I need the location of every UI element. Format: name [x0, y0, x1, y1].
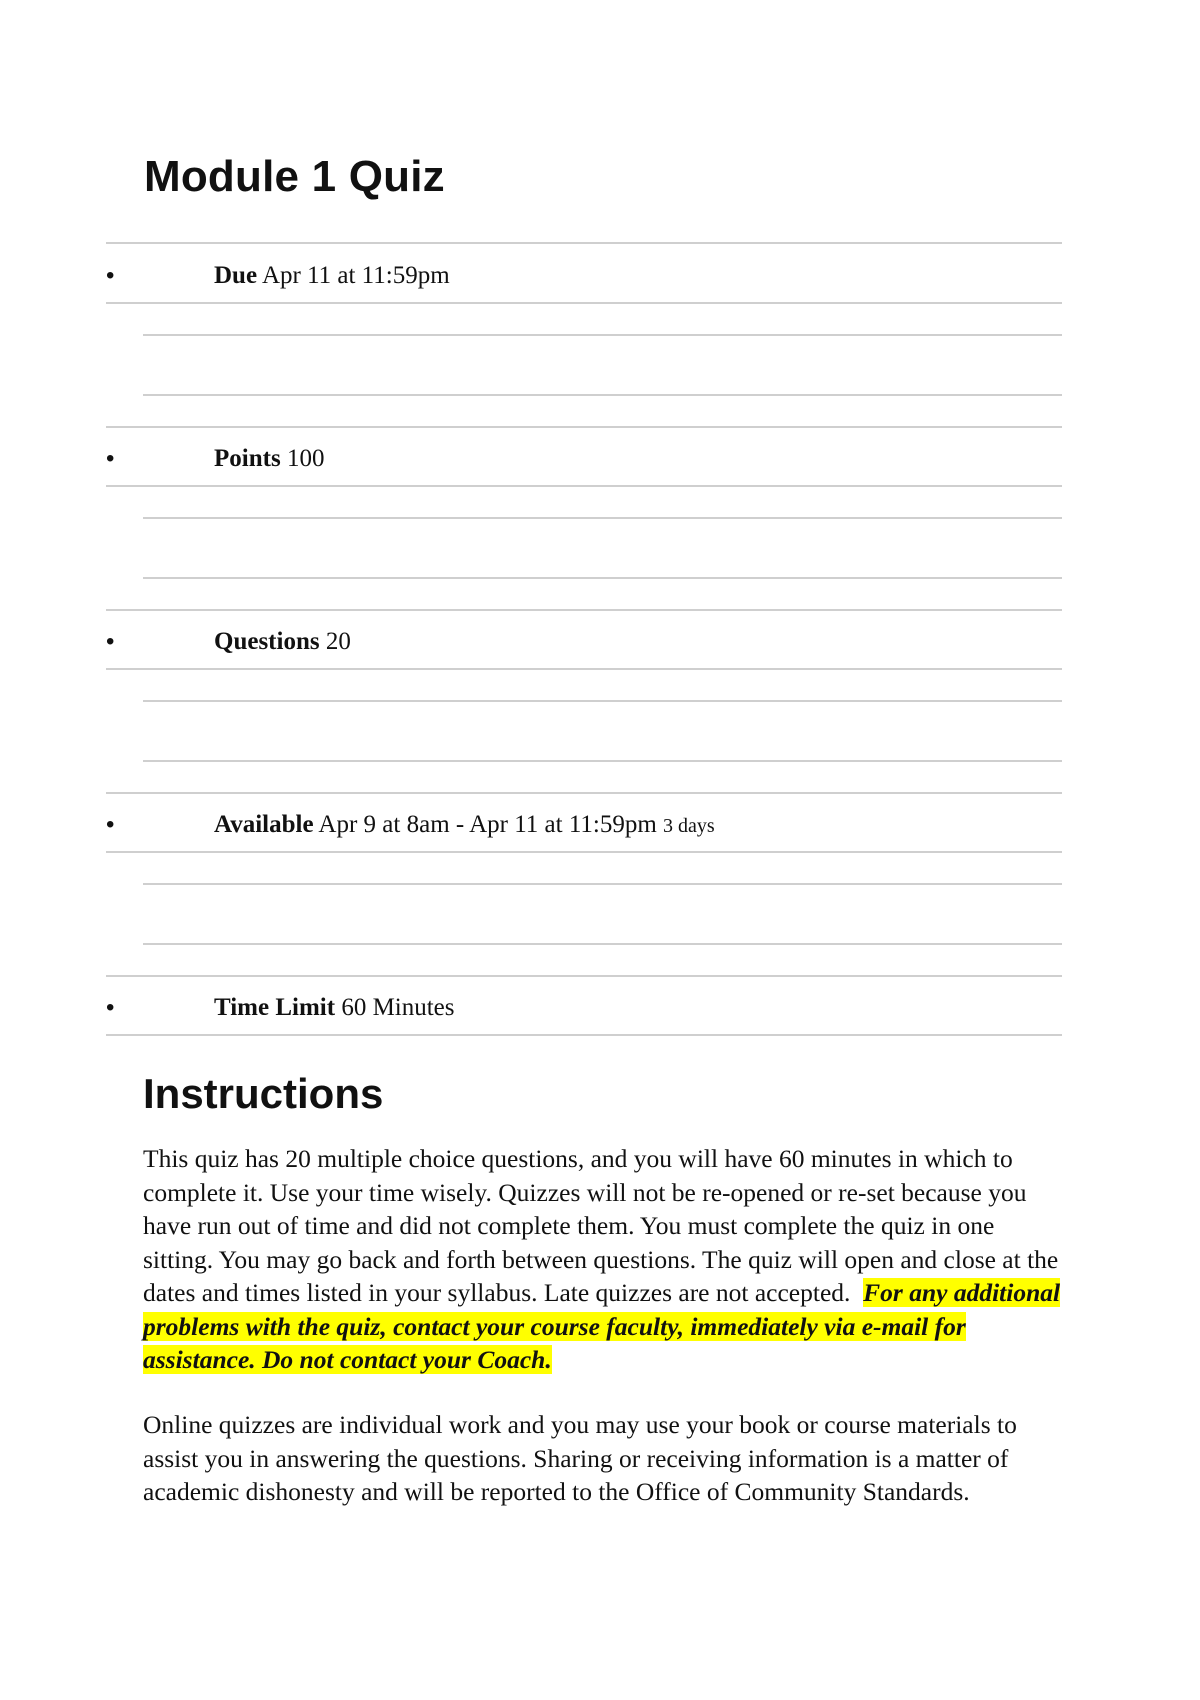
detail-row-points [106, 441, 1062, 477]
divider [143, 517, 1062, 519]
points-value: 100 [286, 445, 325, 472]
divider [143, 700, 1062, 702]
highlighted-notice: For any additional problems with the quiz, contact your course faculty, immediately via e-mail for assistance. Do not contact your Coach. [143, 1278, 1061, 1374]
divider [106, 792, 1062, 794]
divider [143, 394, 1062, 396]
available-label: Available [214, 811, 314, 838]
divider [106, 1034, 1062, 1036]
divider [143, 577, 1062, 579]
divider [106, 668, 1062, 670]
questions-label: Questions [214, 628, 320, 655]
detail-row-available [106, 807, 1062, 843]
time-limit-value: 60 Minutes [341, 994, 455, 1021]
divider [143, 883, 1062, 885]
divider [106, 485, 1062, 487]
divider [143, 943, 1062, 945]
questions-value: 20 [325, 628, 351, 655]
divider [143, 760, 1062, 762]
divider [143, 334, 1062, 336]
due-value: Apr 11 at 11:59pm [261, 262, 450, 289]
academic-integrity-paragraph: Online quizzes are individual work and you may use your book or course materials to assist you in answering the questions. Sharing or receiving information is a matter of academic dishonesty and will be reported to the Office of Community Standards. [143, 1410, 1017, 1506]
bullet: • [106, 445, 115, 472]
divider [106, 302, 1062, 304]
detail-row-questions [106, 624, 1062, 660]
instructions-heading: Instructions [143, 1070, 384, 1117]
available-value: Apr 9 at 8am - Apr 11 at 11:59pm [318, 811, 657, 838]
page-title: Module 1 Quiz [144, 152, 445, 201]
bullet: • [106, 628, 115, 655]
detail-row-time-limit [106, 990, 1062, 1026]
bullet: • [106, 262, 115, 289]
points-label: Points [214, 445, 281, 472]
time-limit-label: Time Limit [214, 994, 336, 1021]
divider [106, 426, 1062, 428]
bullet: • [106, 811, 115, 838]
divider [106, 975, 1062, 977]
instructions-text: This quiz has 20 multiple choice questions, and you will have 60 minutes in which to complete it. Use your time wisely. Quizzes will not be re-opened or re-set because you have run out of time and did not complete them. You must complete the quiz in one sitting. You may go back and forth between questions. The quiz will open and close at the dates and times listed in your syllabus. Late quizzes are not accepted. [143, 1144, 1059, 1307]
due-label: Due [214, 262, 258, 289]
divider [106, 242, 1062, 244]
bullet: • [106, 994, 115, 1021]
divider [106, 851, 1062, 853]
detail-row-due [106, 258, 1062, 294]
divider [106, 609, 1062, 611]
instructions-paragraph [143, 1142, 1068, 1377]
available-duration: 3 days [663, 815, 715, 837]
